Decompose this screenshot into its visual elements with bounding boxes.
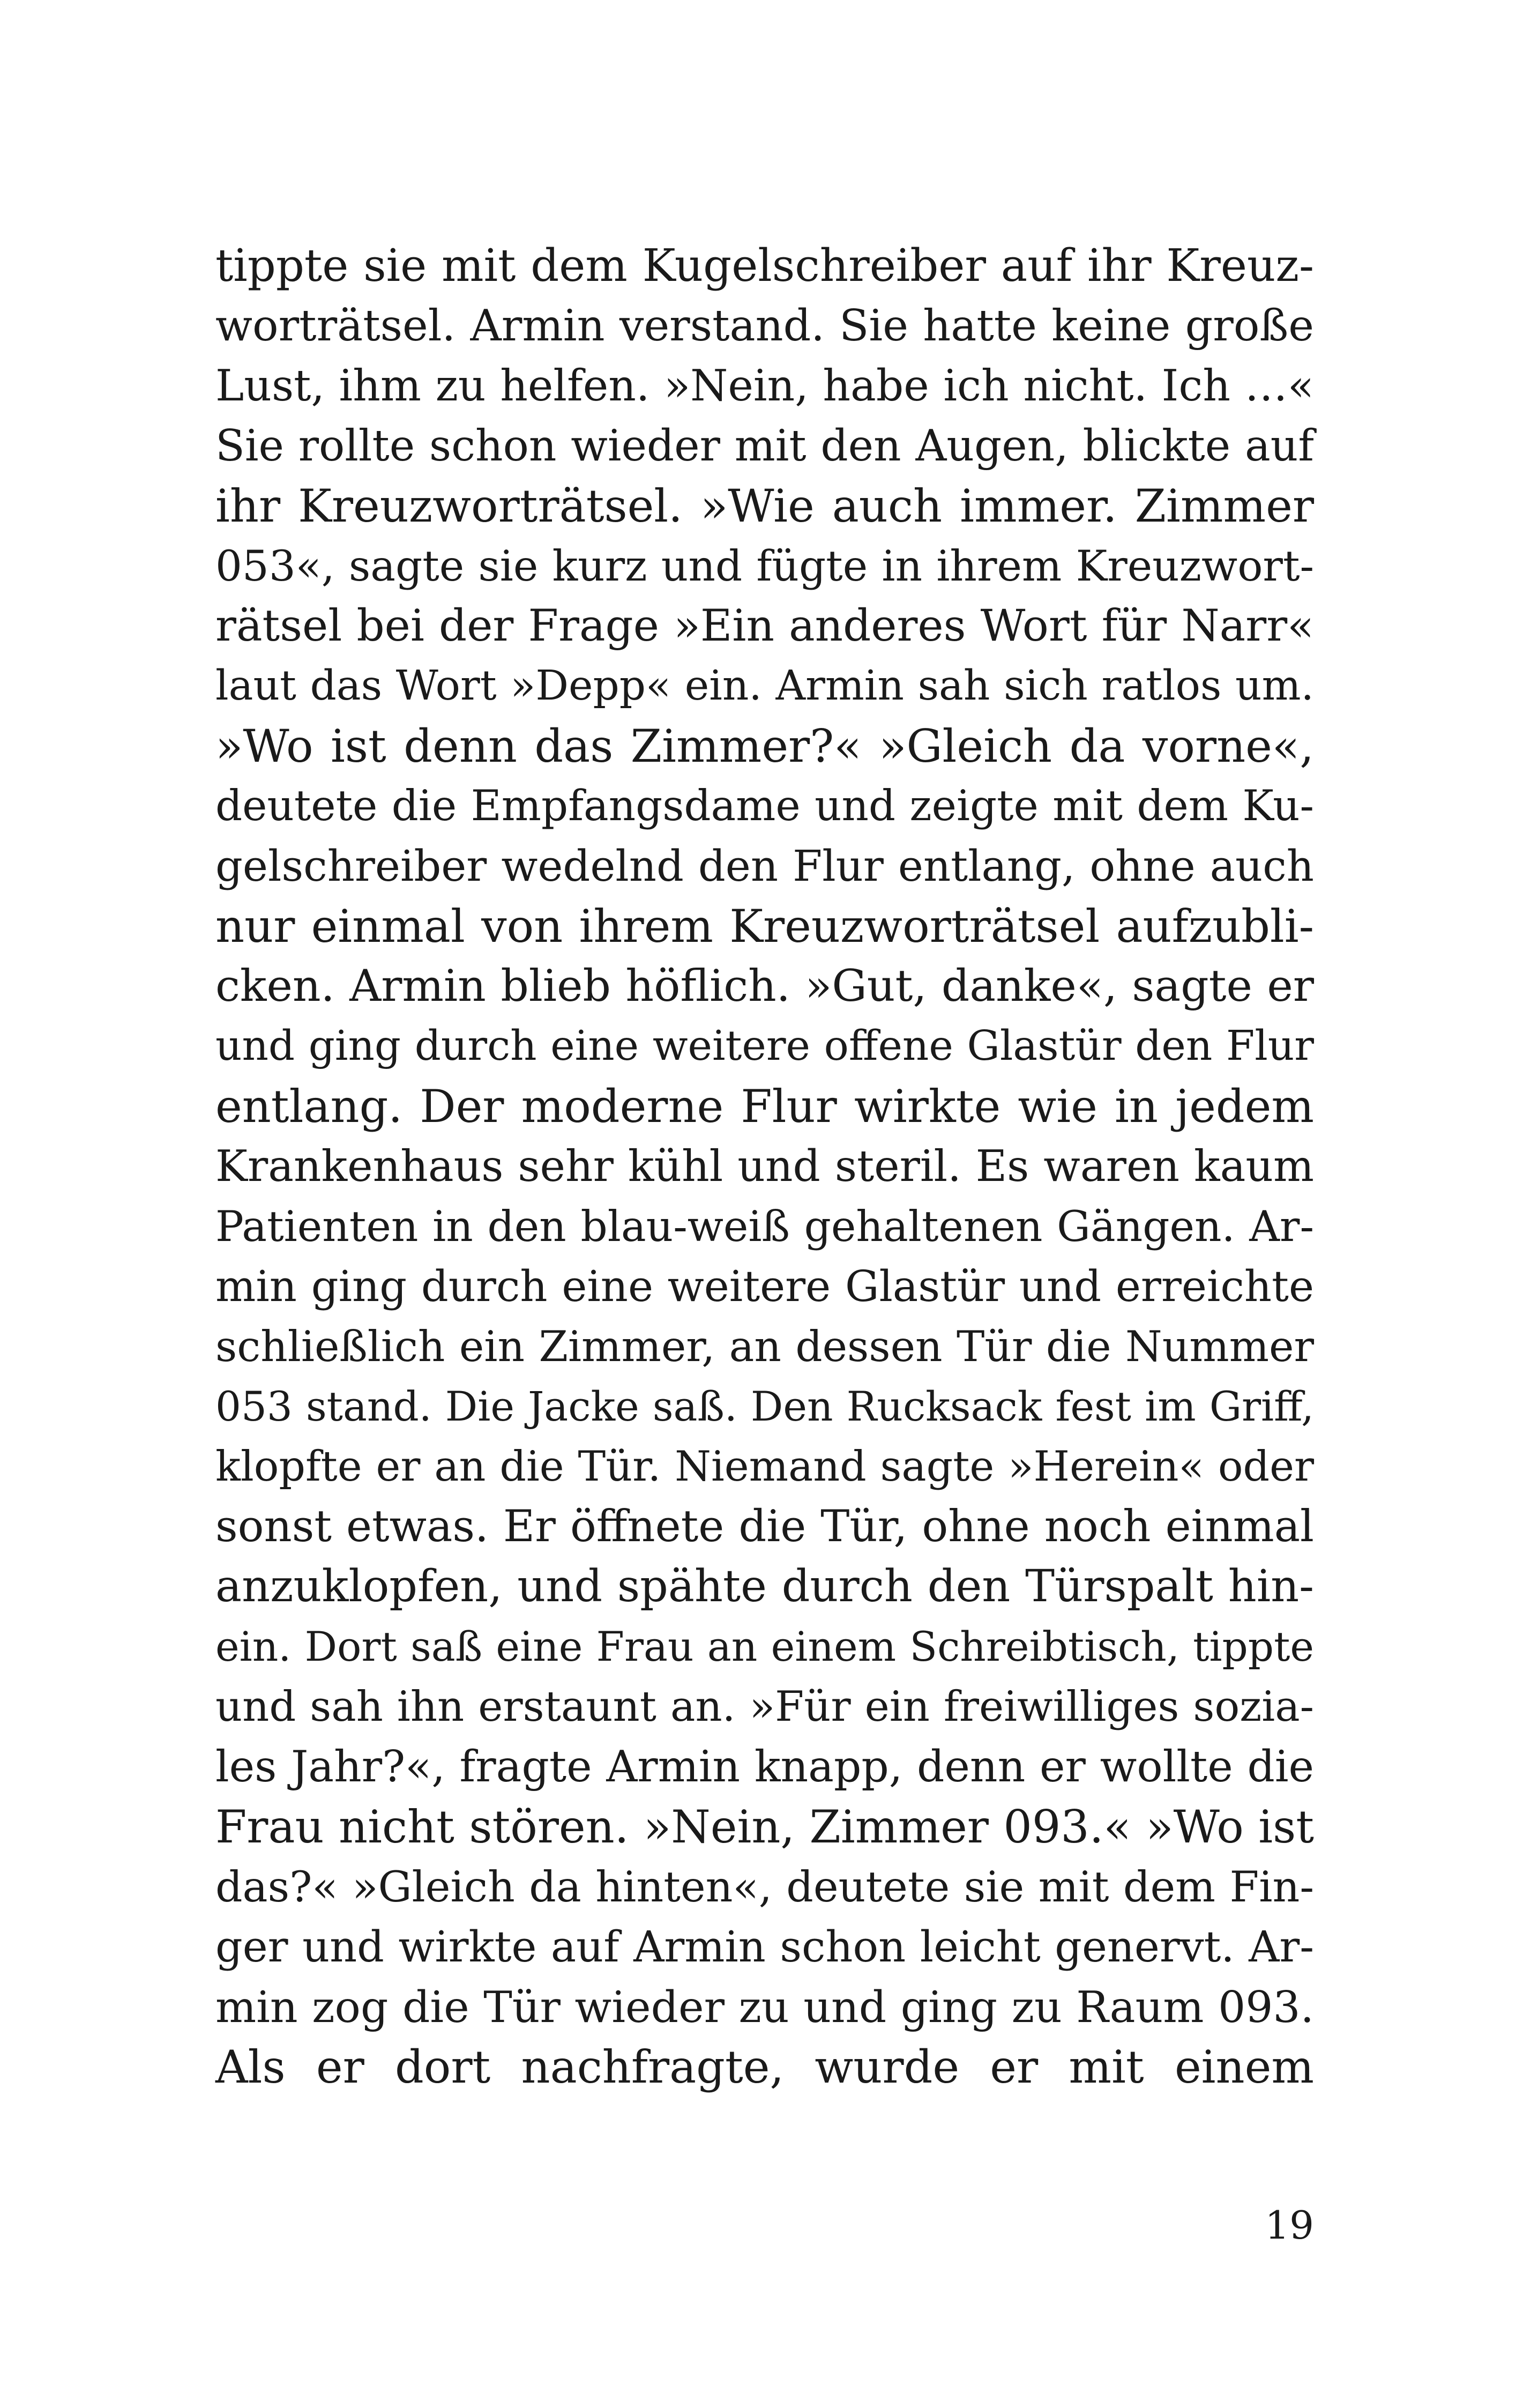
text-line-11: gelschreiber wedelnd den Flur entlang, ohne auch — [215, 841, 1314, 891]
text-line-16: Krankenhaus sehr kühl und steril. Es waren kaum — [215, 1141, 1314, 1191]
body-text — [215, 236, 1314, 2097]
text-line-29: ger und wirkte auf Armin schon leicht genervt. Ar- — [215, 1922, 1314, 1972]
text-line-26: les Jahr?«, fragte Armin knapp, denn er wollte die — [215, 1742, 1314, 1792]
text-line-21: klopfte er an die Tür. Niemand sagte »Herein« oder — [215, 1443, 1314, 1491]
page-number: 19 — [1265, 2203, 1314, 2248]
text-line-20: 053 stand. Die Jacke saß. Den Rucksack fest im Griff, — [215, 1383, 1314, 1430]
text-line-13: cken. Armin blieb höflich. »Gut, danke«, sagte er — [215, 961, 1314, 1012]
text-line-19: schließlich ein Zimmer, an dessen Tür die Nummer — [215, 1322, 1314, 1371]
text-line-8: laut das Wort »Depp« ein. Armin sah sich ratlos um. — [215, 662, 1314, 710]
text-line-12: nur einmal von ihrem Kreuzworträtsel aufzubli- — [215, 900, 1314, 953]
text-line-23: anzuklopfen, und spähte durch den Türspalt hin- — [215, 1561, 1314, 1612]
text-line-28: das?« »Gleich da hinten«, deutete sie mit dem Fin- — [215, 1862, 1314, 1912]
text-line-24: ein. Dort saß eine Frau an einem Schreibtisch, tippte — [215, 1623, 1314, 1670]
text-line-17: Patienten in den blau-weiß gehaltenen Gängen. Ar- — [215, 1202, 1314, 1251]
text-line-25: und sah ihn erstaunt an. »Für ein freiwilliges sozia- — [215, 1683, 1314, 1731]
text-line-15: entlang. Der moderne Flur wirkte wie in jedem — [215, 1080, 1314, 1133]
text-line-27: Frau nicht stören. »Nein, Zimmer 093.« »Wo ist — [215, 1801, 1314, 1853]
text-line-2: worträtsel. Armin verstand. Sie hatte keine große — [215, 301, 1314, 351]
text-line-9: »Wo ist denn das Zimmer?« »Gleich da vorne«, — [215, 720, 1314, 772]
text-line-31: Als er dort nachfragte, wurde er mit einem — [215, 2041, 1314, 2093]
text-line-14: und ging durch eine weitere offene Glastür den Flur — [215, 1022, 1314, 1070]
text-line-22: sonst etwas. Er öffnete die Tür, ohne noch einmal — [215, 1502, 1314, 1552]
text-line-10: deutete die Empfangsdame und zeigte mit dem Ku- — [215, 782, 1314, 830]
text-line-1: tippte sie mit dem Kugelschreiber auf ihr Kreuz- — [215, 240, 1314, 292]
text-line-7: rätsel bei der Frage »Ein anderes Wort für Narr« — [215, 600, 1314, 651]
text-line-6: 053«, sagte sie kurz und fügte in ihrem Kreuzwort- — [215, 541, 1314, 591]
text-line-18: min ging durch eine weitere Glastür und erreichte — [215, 1261, 1314, 1311]
text-line-30: min zog die Tür wieder zu und ging zu Raum 093. — [215, 1982, 1314, 2032]
text-line-5: ihr Kreuzworträtsel. »Wie auch immer. Zimmer — [215, 480, 1314, 532]
text-line-4: Sie rollte schon wieder mit den Augen, blickte auf — [215, 421, 1314, 471]
text-line-3: Lust, ihm zu helfen. »Nein, habe ich nicht. Ich …« — [215, 361, 1314, 411]
